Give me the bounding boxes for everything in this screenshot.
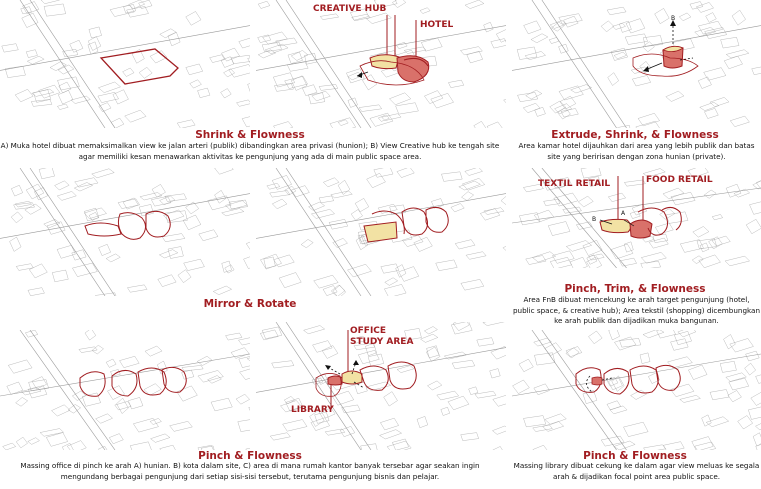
massing-creative-hub-hotel [256,0,506,128]
caption-body-row1-center: A) Muka hotel dibuat memaksimalkan view ke jalan arteri (publik) dibandingkan area privasi (hunion); B) View Creative hub ke tengah site agar memiliki kesan menawarkan aktivitas ke pengunjung yang ada di main public space area. [0,141,500,161]
diagram-panel-9 [512,330,761,450]
diagram-panel-3 [512,0,761,128]
caption-body-row1-right: Area kamar hotel dijauhkan dari area yang lebih publik dan batas site yang beririsan dengan zona hunian (private). [518,141,755,161]
label-hotel: HOTEL [420,20,454,30]
caption-body-row3-right: Massing library dibuat cekung ke dalam agar view meluas ke segala arah & dijadikan focal point area public space. [513,461,760,481]
massing-library-pinch [512,330,761,450]
diagram-panel-1 [0,0,250,128]
caption-title-row1-center: Shrink & Flowness [195,129,305,141]
massing-hotel-extrude [512,0,761,128]
massing-mirror-1 [0,168,250,296]
diagram-panel-6 [512,168,761,268]
massing-mirror-2 [256,168,506,296]
diagram-panel-5 [256,168,506,296]
label-food-retail: FOOD RETAIL [646,175,713,185]
diagram-panel-8 [256,322,506,450]
caption-title-row2-center: Mirror & Rotate [203,298,297,310]
diagram-panel-2 [256,0,506,128]
caption-title-row1-right: Extrude, Shrink, & Flowness [551,129,719,141]
caption-body-row2-right: Area FnB dibuat mencekung ke arah target pengunjung (hotel, public space, & creative hub); Area tekstil (shopping) dicembungkan ke arah publik dan dijadikan muka bangunan. [512,295,761,325]
massing-pinch-office [0,330,250,450]
label-textil-retail: TEXTIL RETAIL [538,179,611,189]
caption-body-row3-center: Massing office di pinch ke arah A) hunian. B) kota dalam site, C) area di mana rumah kantor banyak tersebar agar seakan ingin mengundang berbagai pengunjung dari setiap sisi-sisi tersebut, terutama pengunjung bisnis dan pelajar. [20,461,480,481]
label-office: OFFICE [350,326,387,336]
massing-hotel-outline [0,0,250,128]
label-study-area: STUDY AREA [350,337,414,347]
tag-a-panel6: A [621,210,626,217]
diagram-panel-4 [0,168,250,296]
label-library: LIBRARY [291,405,334,415]
caption-title-row3-center: Pinch & Flowness [198,450,302,462]
diagram-panel-7 [0,330,250,450]
tag-b-panel3: B [671,15,676,22]
label-creative-hub: CREATIVE HUB [313,4,387,14]
caption-title-row2-right: Pinch, Trim, & Flowness [564,283,706,295]
caption-title-row3-right: Pinch & Flowness [583,450,687,462]
tag-b-panel6: B [592,216,597,223]
